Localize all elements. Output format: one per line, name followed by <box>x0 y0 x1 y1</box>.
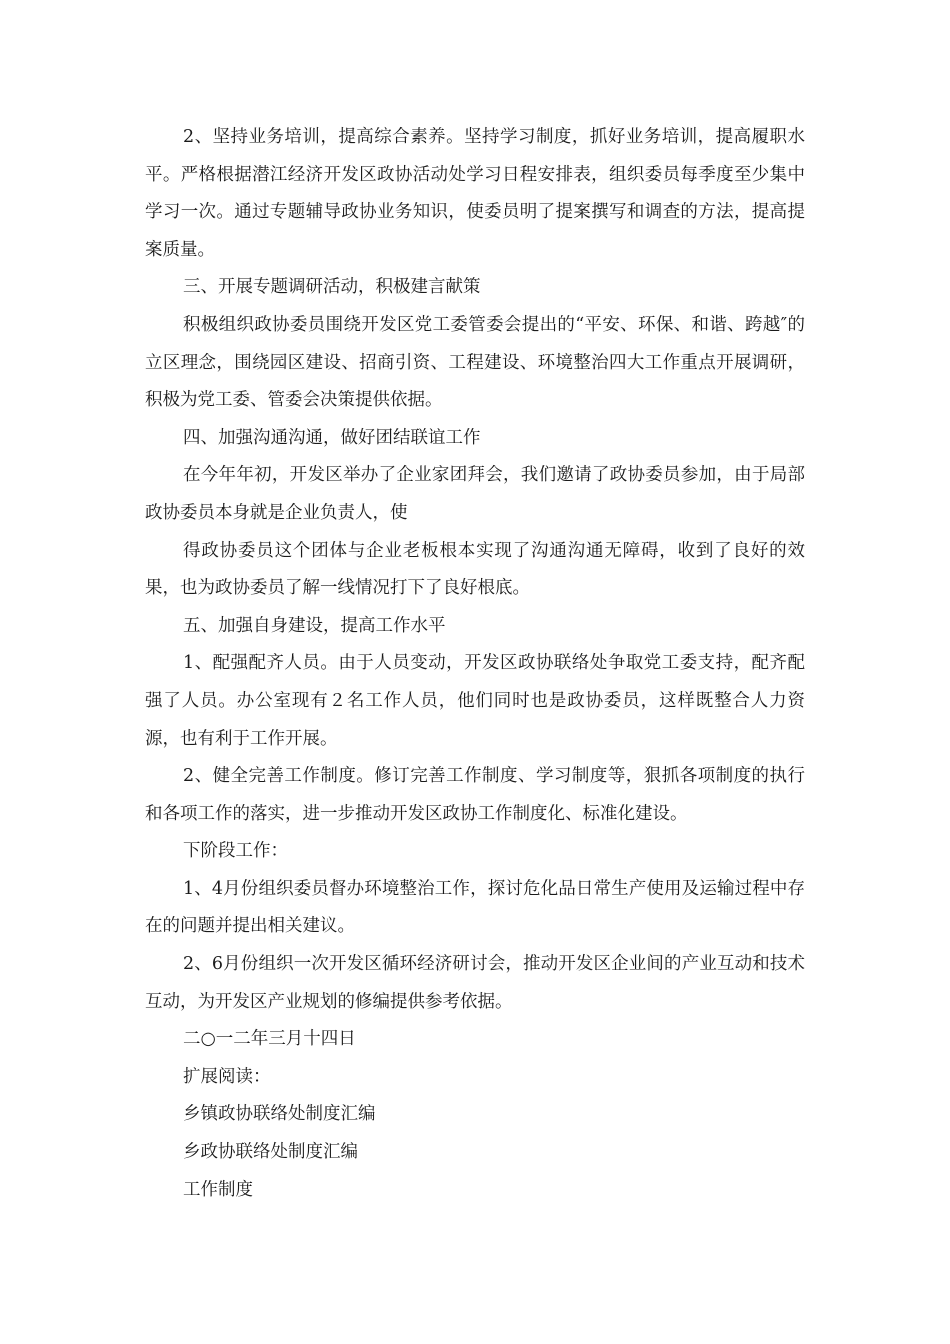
extended-reading-item: 乡政协联络处制度汇编 <box>183 1142 358 1163</box>
extended-reading-item: 工作制度 <box>183 1179 253 1200</box>
document-body <box>145 119 805 1209</box>
document-date: 二○一二年三月十四日 <box>183 1029 356 1050</box>
heading-section-four: 四、加强沟通沟通，做好团结联谊工作 <box>183 427 481 448</box>
heading-next-stage: 下阶段工作： <box>183 841 288 862</box>
paragraph-staffing: 1、配强配齐人员。由于人员变动，开发区政协联络处争取党工委支持，配齐配强了人员。办公室现有２名工作人员，他们同时也是政协委员，这样既整合人力资源，也有利于工作开展。 <box>145 653 805 749</box>
extended-reading-item: 乡镇政协联络处制度汇编 <box>183 1104 376 1125</box>
paragraph-communication-result: 得政协委员这个团体与企业老板根本实现了沟通沟通无障碍，收到了良好的效果，也为政协委员了解一线情况打下了良好根底。 <box>145 540 805 599</box>
paragraph-business-training: 2、坚持业务培训，提高综合素养。坚持学习制度，抓好业务培训，提高履职水平。严格根据潜江经济开发区政协活动处学习日程安排表，组织委员每季度至少集中学习一次。通过专题辅导政协业务知识，使委员明了提案撰写和调查的方法，提高提案质量。 <box>145 127 805 260</box>
paragraph-june-plan: 2、6月份组织一次开发区循环经济研讨会，推动开发区企业间的产业互动和技术互动，为开发区产业规划的修编提供参考依据。 <box>145 954 805 1012</box>
paragraph-work-system: 2、健全完善工作制度。修订完善工作制度、学习制度等，狠抓各项制度的执行和各项工作的落实，进一步推动开发区政协工作制度化、标准化建设。 <box>145 766 805 824</box>
paragraph-new-year-meeting: 在今年年初，开发区举办了企业家团拜会，我们邀请了政协委员参加，由于局部政协委员本身就是企业负责人，使 <box>145 465 805 523</box>
paragraph-research: 积极组织政协委员围绕开发区党工委管委会提出的“平安、环保、和谐、跨越″的立区理念，围绕园区建设、招商引资、工程建设、环境整治四大工作重点开展调研，积极为党工委、管委会决策提供依据。 <box>145 314 805 411</box>
extended-reading-label: 扩展阅读： <box>183 1066 271 1087</box>
heading-section-three: 三、开展专题调研活动，积极建言献策 <box>183 277 481 298</box>
paragraph-april-plan: 1、4月份组织委员督办环境整治工作，探讨危化品日常生产使用及运输过程中存在的问题并提出相关建议。 <box>145 878 805 937</box>
heading-section-five: 五、加强自身建设，提高工作水平 <box>183 615 446 636</box>
